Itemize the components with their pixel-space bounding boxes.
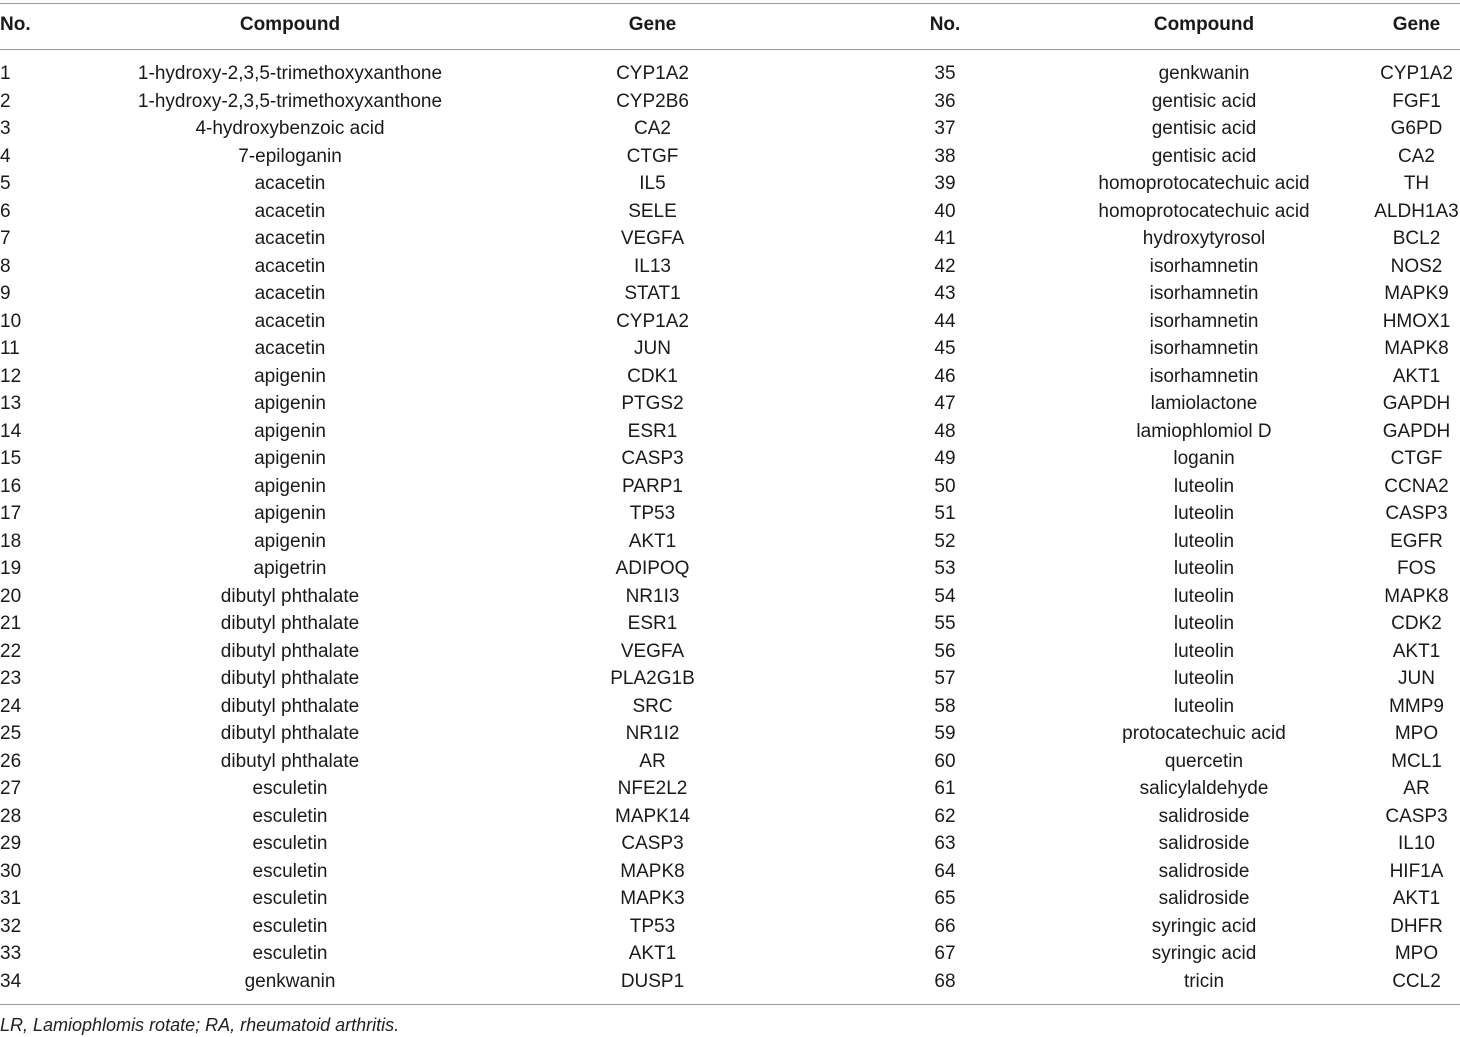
row-compound-right: loganin <box>1173 448 1235 469</box>
row-no-left: 17 <box>0 503 22 524</box>
header-gene-left: Gene <box>628 14 677 35</box>
row-gene-right: MAPK8 <box>1384 585 1449 607</box>
table-row <box>0 555 1460 583</box>
row-compound-right: homoprotocatechuic acid <box>1098 173 1310 194</box>
row-gene-right: FOS <box>1396 558 1437 579</box>
row-gene-right: GAPDH <box>1382 393 1451 414</box>
table-row <box>0 500 1460 528</box>
row-gene-left: VEGFA <box>620 640 685 662</box>
row-no-left: 34 <box>0 970 22 992</box>
row-no-right: 42 <box>934 255 956 277</box>
row-compound-right: isorhamnetin <box>1149 338 1259 359</box>
row-gene-right: CYP1A2 <box>1380 63 1453 84</box>
row-compound-left: apigenin <box>254 393 326 414</box>
row-gene-right: G6PD <box>1390 118 1443 139</box>
table-row <box>0 418 1460 446</box>
header-gene-right: Gene <box>1392 14 1441 35</box>
row-no-left: 4 <box>0 145 11 167</box>
row-gene-right: CASP3 <box>1385 805 1448 827</box>
row-compound-left: dibutyl phthalate <box>220 613 360 634</box>
row-gene-right: MPO <box>1394 943 1439 964</box>
row-compound-left: 4-hydroxybenzoic acid <box>195 118 385 139</box>
row-no-left: 33 <box>0 943 22 964</box>
row-no-right: 62 <box>934 805 956 827</box>
row-compound-right: luteolin <box>1173 530 1235 552</box>
row-compound-left: genkwanin <box>244 970 336 992</box>
row-gene-right: AKT1 <box>1392 365 1441 387</box>
row-no-right: 66 <box>934 915 956 937</box>
row-compound-left: acacetin <box>254 200 326 222</box>
row-no-left: 1 <box>0 63 11 84</box>
row-no-left: 12 <box>0 365 22 387</box>
row-gene-left: CYP1A2 <box>616 63 689 84</box>
table-row <box>0 253 1460 281</box>
header-no-left: No. <box>0 14 31 35</box>
row-compound-right: isorhamnetin <box>1149 365 1259 387</box>
row-no-right: 57 <box>934 668 956 689</box>
row-compound-left: apigetrin <box>253 558 327 579</box>
row-no-right: 68 <box>934 970 956 992</box>
row-compound-right: salidroside <box>1158 833 1250 854</box>
row-compound-left: apigenin <box>254 530 326 552</box>
row-compound-right: quercetin <box>1164 750 1244 772</box>
row-gene-left: ESR1 <box>627 420 678 442</box>
row-compound-right: salicylaldehyde <box>1139 778 1269 799</box>
row-no-left: 20 <box>0 585 22 607</box>
row-compound-right: lamiolactone <box>1150 393 1258 414</box>
row-no-left: 5 <box>0 173 11 194</box>
table-row <box>0 665 1460 693</box>
row-no-right: 46 <box>934 365 956 387</box>
row-no-right: 54 <box>934 585 956 607</box>
table-row <box>0 913 1460 941</box>
row-gene-right: MAPK8 <box>1384 338 1449 359</box>
row-no-right: 45 <box>934 338 956 359</box>
row-no-right: 61 <box>934 778 956 799</box>
row-no-right: 51 <box>934 503 956 524</box>
row-no-left: 18 <box>0 530 22 552</box>
row-compound-right: luteolin <box>1173 558 1235 579</box>
row-gene-left: AR <box>639 750 666 772</box>
row-no-right: 63 <box>934 833 956 854</box>
row-gene-left: MAPK14 <box>615 805 690 827</box>
row-compound-left: esculetin <box>252 805 328 827</box>
row-no-right: 40 <box>934 200 956 222</box>
row-gene-right: CTGF <box>1390 448 1443 469</box>
row-gene-right: BCL2 <box>1392 228 1441 249</box>
row-compound-left: apigenin <box>254 475 326 497</box>
row-gene-left: ADIPOQ <box>615 558 690 579</box>
table-row <box>0 968 1460 996</box>
row-no-left: 14 <box>0 420 22 442</box>
row-no-left: 16 <box>0 475 22 497</box>
row-gene-right: CCL2 <box>1392 970 1441 992</box>
row-no-right: 39 <box>934 173 956 194</box>
row-compound-left: dibutyl phthalate <box>220 723 360 744</box>
row-compound-right: homoprotocatechuic acid <box>1098 200 1310 222</box>
row-no-right: 56 <box>934 640 956 662</box>
row-gene-left: TP53 <box>629 503 676 524</box>
row-compound-left: esculetin <box>252 943 328 964</box>
row-no-right: 55 <box>934 613 956 634</box>
row-no-left: 30 <box>0 860 22 882</box>
table-row <box>0 940 1460 968</box>
row-gene-left: IL13 <box>634 255 671 277</box>
row-gene-left: CTGF <box>626 145 679 167</box>
row-gene-right: MAPK9 <box>1384 283 1449 304</box>
row-gene-right: CDK2 <box>1391 613 1442 634</box>
row-gene-left: CASP3 <box>621 448 684 469</box>
row-no-left: 24 <box>0 695 22 717</box>
row-compound-left: apigenin <box>254 365 326 387</box>
table-row <box>0 363 1460 391</box>
row-gene-left: VEGFA <box>620 228 685 249</box>
row-no-left: 11 <box>0 338 20 359</box>
row-gene-right: AKT1 <box>1392 888 1441 909</box>
row-gene-left: NR1I2 <box>625 723 680 744</box>
table-row <box>0 803 1460 831</box>
table-row <box>0 308 1460 336</box>
table-row <box>0 390 1460 418</box>
row-compound-right: luteolin <box>1173 475 1235 497</box>
table-footnote: LR, Lamiophlomis rotate; RA, rheumatoid arthritis. <box>0 1015 400 1035</box>
row-compound-left: apigenin <box>254 503 326 524</box>
row-no-left: 7 <box>0 228 11 249</box>
header-compound-right: Compound <box>1153 14 1255 35</box>
row-compound-right: isorhamnetin <box>1149 255 1259 277</box>
row-no-right: 49 <box>934 448 956 469</box>
row-no-left: 26 <box>0 750 22 772</box>
row-no-left: 27 <box>0 778 22 799</box>
row-no-right: 37 <box>934 118 956 139</box>
row-compound-right: syringic acid <box>1151 915 1257 937</box>
table-row <box>0 143 1460 171</box>
table-row <box>0 335 1460 363</box>
table-row <box>0 60 1460 88</box>
row-compound-left: dibutyl phthalate <box>220 640 360 662</box>
row-no-left: 19 <box>0 558 22 579</box>
row-compound-right: luteolin <box>1173 503 1235 524</box>
row-compound-left: esculetin <box>252 778 328 799</box>
row-compound-left: esculetin <box>252 860 328 882</box>
row-no-left: 22 <box>0 640 22 662</box>
row-no-left: 8 <box>0 255 11 277</box>
row-gene-left: CYP2B6 <box>616 90 689 112</box>
row-compound-right: syringic acid <box>1151 943 1257 964</box>
row-compound-left: dibutyl phthalate <box>220 695 360 717</box>
row-no-right: 43 <box>934 283 956 304</box>
row-gene-right: TH <box>1403 173 1430 194</box>
table-row <box>0 693 1460 721</box>
row-no-right: 60 <box>934 750 956 772</box>
row-compound-left: acacetin <box>254 283 326 304</box>
row-gene-left: SRC <box>632 695 673 717</box>
table-row <box>0 885 1460 913</box>
row-no-left: 3 <box>0 118 11 139</box>
row-gene-left: CASP3 <box>621 833 684 854</box>
row-gene-left: AKT1 <box>628 943 677 964</box>
row-gene-right: EGFR <box>1390 530 1443 552</box>
row-compound-right: tricin <box>1183 970 1225 992</box>
row-gene-right: AR <box>1403 778 1430 799</box>
row-no-left: 15 <box>0 448 22 469</box>
row-compound-right: protocatechuic acid <box>1122 723 1286 744</box>
row-no-left: 9 <box>0 283 11 304</box>
row-compound-left: apigenin <box>254 448 326 469</box>
row-compound-right: hydroxytyrosol <box>1142 228 1266 249</box>
row-gene-right: NOS2 <box>1390 255 1443 277</box>
row-gene-left: IL5 <box>639 173 666 194</box>
row-compound-left: acacetin <box>254 228 326 249</box>
row-gene-left: PLA2G1B <box>610 668 695 689</box>
row-no-left: 28 <box>0 805 22 827</box>
row-no-right: 41 <box>934 228 956 249</box>
header-no-right: No. <box>929 14 961 35</box>
row-no-right: 64 <box>934 860 956 882</box>
row-no-right: 44 <box>934 310 956 332</box>
row-gene-right: CCNA2 <box>1384 475 1449 497</box>
row-gene-left: SELE <box>628 200 677 222</box>
row-compound-right: isorhamnetin <box>1149 283 1259 304</box>
table-row <box>0 198 1460 226</box>
row-gene-left: AKT1 <box>628 530 677 552</box>
row-gene-left: STAT1 <box>624 283 681 304</box>
row-compound-right: gentisic acid <box>1151 90 1257 112</box>
row-no-right: 53 <box>934 558 956 579</box>
row-gene-right: CASP3 <box>1385 503 1448 524</box>
row-compound-left: acacetin <box>254 173 326 194</box>
row-gene-right: MCL1 <box>1391 750 1442 772</box>
row-gene-left: CYP1A2 <box>616 310 689 332</box>
row-compound-left: dibutyl phthalate <box>220 668 360 689</box>
row-compound-right: genkwanin <box>1158 63 1250 84</box>
row-compound-right: luteolin <box>1173 640 1235 662</box>
header-compound-left: Compound <box>239 14 341 35</box>
row-compound-left: acacetin <box>254 338 326 359</box>
row-compound-left: apigenin <box>254 420 326 442</box>
row-no-right: 35 <box>934 63 956 84</box>
row-no-right: 36 <box>934 90 956 112</box>
row-gene-right: DHFR <box>1390 915 1443 937</box>
row-compound-right: salidroside <box>1158 805 1250 827</box>
row-gene-right: IL10 <box>1398 833 1435 854</box>
row-gene-left: PTGS2 <box>621 393 684 414</box>
row-gene-left: CA2 <box>634 118 671 139</box>
table-bottom-rule <box>0 1004 1460 1005</box>
row-gene-left: MAPK3 <box>620 888 685 909</box>
row-compound-right: gentisic acid <box>1151 118 1257 139</box>
table-row <box>0 830 1460 858</box>
row-no-right: 58 <box>934 695 956 717</box>
row-no-right: 50 <box>934 475 956 497</box>
row-gene-left: TP53 <box>629 915 676 937</box>
table-row <box>0 775 1460 803</box>
row-no-right: 47 <box>934 393 956 414</box>
table-row <box>0 858 1460 886</box>
row-gene-left: JUN <box>634 338 671 359</box>
row-no-left: 23 <box>0 668 22 689</box>
row-gene-left: ESR1 <box>627 613 678 634</box>
table-row <box>0 720 1460 748</box>
row-compound-right: salidroside <box>1158 860 1250 882</box>
row-compound-left: 1-hydroxy-2,3,5-trimethoxyxanthone <box>137 90 443 112</box>
row-compound-left: 7-epiloganin <box>238 145 342 167</box>
row-no-right: 59 <box>934 723 956 744</box>
row-no-left: 32 <box>0 915 22 937</box>
row-compound-left: acacetin <box>254 310 326 332</box>
table-row <box>0 445 1460 473</box>
table-row <box>0 88 1460 116</box>
row-compound-right: isorhamnetin <box>1149 310 1259 332</box>
row-gene-left: NFE2L2 <box>617 778 688 799</box>
row-no-right: 52 <box>934 530 956 552</box>
row-compound-right: luteolin <box>1173 695 1235 717</box>
table-row <box>0 638 1460 666</box>
table-row <box>0 115 1460 143</box>
row-no-left: 10 <box>0 310 22 332</box>
row-gene-left: PARP1 <box>622 475 683 497</box>
row-no-left: 25 <box>0 723 22 744</box>
row-gene-right: FGF1 <box>1392 90 1441 112</box>
row-no-left: 13 <box>0 393 22 414</box>
row-compound-left: esculetin <box>252 915 328 937</box>
row-no-right: 65 <box>934 888 956 909</box>
row-no-left: 31 <box>0 888 22 909</box>
row-gene-right: HMOX1 <box>1382 310 1451 332</box>
row-compound-right: lamiophlomiol D <box>1136 420 1272 442</box>
row-no-right: 67 <box>934 943 956 964</box>
table-row <box>0 583 1460 611</box>
row-gene-left: NR1I3 <box>625 585 680 607</box>
row-gene-right: GAPDH <box>1382 420 1451 442</box>
row-compound-right: luteolin <box>1173 613 1235 634</box>
row-gene-left: CDK1 <box>627 365 678 387</box>
table-row <box>0 170 1460 198</box>
row-no-right: 38 <box>934 145 956 167</box>
row-compound-left: esculetin <box>252 833 328 854</box>
row-compound-left: esculetin <box>252 888 328 909</box>
row-no-left: 2 <box>0 90 11 112</box>
row-compound-right: gentisic acid <box>1151 145 1257 167</box>
table-row <box>0 610 1460 638</box>
row-no-right: 48 <box>934 420 956 442</box>
table-row <box>0 473 1460 501</box>
row-gene-right: MMP9 <box>1389 695 1444 717</box>
table-row <box>0 225 1460 253</box>
row-compound-right: luteolin <box>1173 668 1235 689</box>
row-gene-left: MAPK8 <box>620 860 685 882</box>
table-row <box>0 528 1460 556</box>
row-gene-right: CA2 <box>1398 145 1435 167</box>
row-no-left: 6 <box>0 200 11 222</box>
row-compound-left: 1-hydroxy-2,3,5-trimethoxyxanthone <box>137 63 443 84</box>
table-row <box>0 748 1460 776</box>
table-header-row <box>0 0 1460 52</box>
row-compound-right: luteolin <box>1173 585 1235 607</box>
row-gene-right: JUN <box>1398 668 1435 689</box>
row-compound-left: dibutyl phthalate <box>220 750 360 772</box>
row-gene-right: AKT1 <box>1392 640 1441 662</box>
row-compound-left: dibutyl phthalate <box>220 585 360 607</box>
row-gene-right: HIF1A <box>1389 860 1444 882</box>
row-gene-right: MPO <box>1394 723 1439 744</box>
header-spacer-row <box>0 52 1460 60</box>
row-no-left: 21 <box>0 613 22 634</box>
row-gene-right: ALDH1A3 <box>1374 200 1459 222</box>
row-compound-right: salidroside <box>1158 888 1250 909</box>
row-no-left: 29 <box>0 833 22 854</box>
row-gene-left: DUSP1 <box>620 970 685 992</box>
table-row <box>0 280 1460 308</box>
row-compound-left: acacetin <box>254 255 326 277</box>
